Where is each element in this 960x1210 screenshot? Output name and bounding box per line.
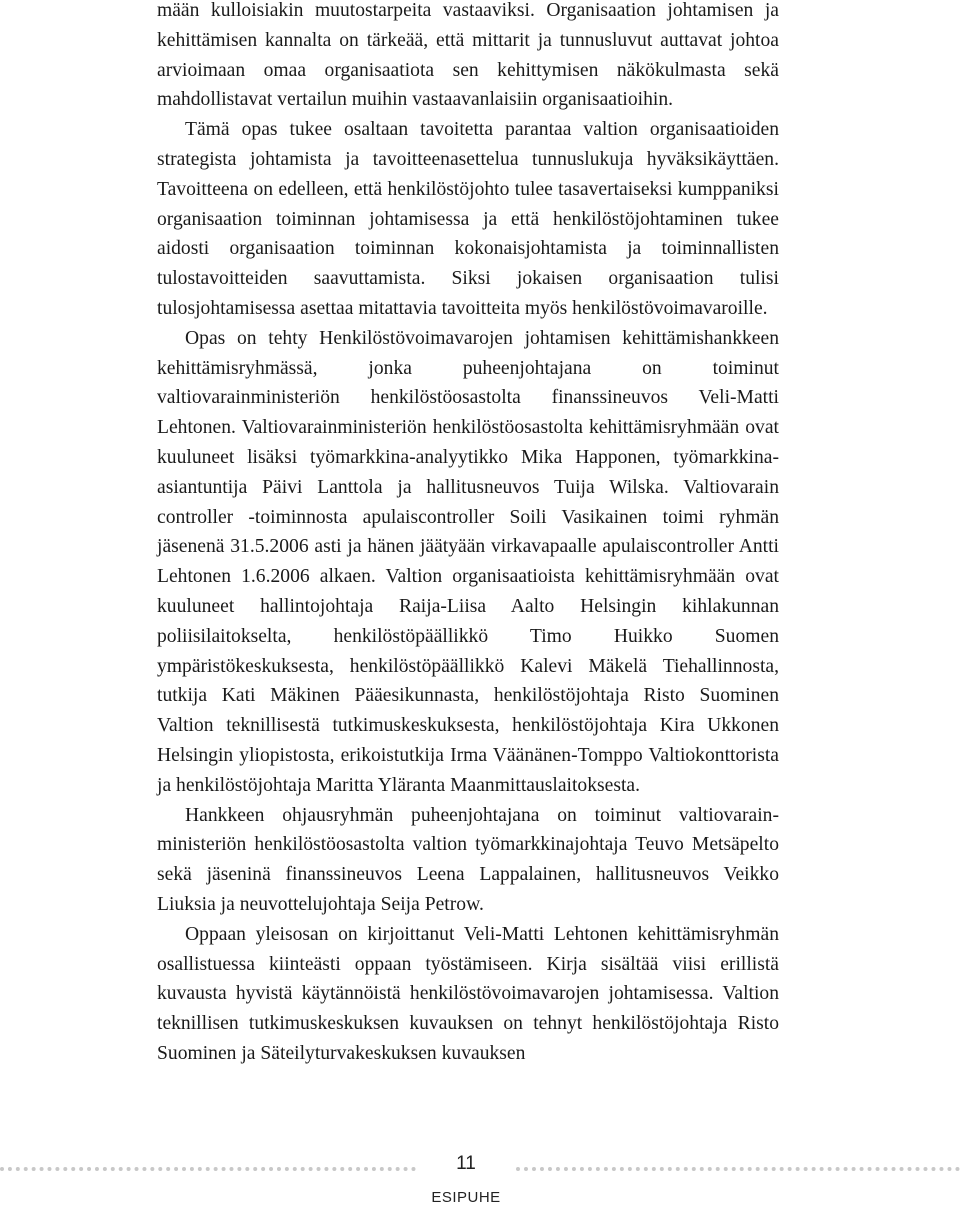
footer-dotted-rule-left — [0, 1167, 416, 1171]
paragraph-5: Oppaan yleisosan on kirjoittanut Veli-Matti Lehtonen kehittämisryhmän osallistuessa kiinteästi oppaan työstämiseen. Kirja sisältää viisi erillistä kuvausta hyvistä käytännöistä henkilöstövoimavarojen johtamisessa. Valtion teknillisen tutkimuskeskuksen kuvauksen on tehnyt henkilöstöjohtaja Risto Suominen ja Säteilyturvakeskuksen kuvauksen — [157, 923, 779, 1064]
body-text — [157, 0, 779, 1069]
paragraph-3: Opas on tehty Henkilöstövoimavarojen johtamisen kehittämishankkeen kehittämisryhmässä, jonka puheenjohtajana on toiminut valtiovarainministeriön henkilöstöosastolta finanssineuvos Veli-Matti Lehtonen. Valtiovarainministeriön henkilöstöosastolta kehittämisryhmään ovat kuuluneet lisäksi työmarkkina-analyytikko Mika Happonen, työmarkkina-asiantuntija Päivi Lanttola ja hallitusneuvos Tuija Wilska. Valtiovarain controller -toiminnosta apulaiscontroller Soili Vasikainen toimi ryhmän jäsenenä 31.5.2006 asti ja hänen jäätyään virkavapaalle apulaiscontroller Antti Lehtonen 1.6.2006 alkaen. Valtion organisaatioista kehittämisryhmään ovat kuuluneet hallintojohtaja Raija-Liisa Aalto Helsingin kihlakunnan poliisilaitokselta, henkilöstöpäällikkö Timo Huikko Suomen ympäristökeskuksesta, henkilöstöpäällikkö Kalevi Mäkelä Tiehallinnosta, tutkija Kati Mäkinen Pääesikunnasta, henkilöstöjohtaja Risto Suominen Valtion teknillisestä tutkimuskeskuksesta, henkilöstöjohtaja Kira Ukkonen Helsingin yliopistosta, erikoistutkija Irma Väänänen-Tomppo Valtiokonttorista ja henkilöstöjohtaja Maritta Yläranta Maanmittauslaitoksesta. — [157, 327, 779, 796]
paragraph-4: Hankkeen ohjausryhmän puheenjohtajana on toiminut valtiovarainministeriön henkilöstöosastolta valtion työmarkkinajohtaja Teuvo Metsäpelto sekä jäseninä finanssineuvos Leena Lappalainen, hallitusneuvos Veikko Liuksia ja neuvottelujohtaja Seija Petrow. — [157, 804, 779, 915]
paragraph-2: Tämä opas tukee osaltaan tavoitetta parantaa valtion organisaatioiden strategista johtamista ja tavoitteenasettelua tunnuslukuja hyväksikäyttäen. Tavoitteena on edelleen, että henkilöstöjohto tulee tasavertaiseksi kumppaniksi organisaation toiminnan johtamisessa ja että henkilöstöjohtaminen tukee aidosti organisaation toiminnan kokonaisjohtamista ja toiminnallisten tulostavoitteiden saavuttamista. Siksi jokaisen organisaation tulisi tulosjohtamisessa asettaa mitattavia tavoitteita myös henkilöstövoimavaroille. — [157, 119, 779, 319]
footer-dotted-rule-right — [516, 1167, 960, 1171]
page-footer — [0, 1150, 960, 1210]
paragraph-1: mään kulloisiakin muutostarpeita vastaaviksi. Organisaation johtamisen ja kehittämisen kannalta on tärkeää, että mittarit ja tunnusluvut auttavat johtoa arvioimaan omaa organisaatiota sen kehittymisen näkökulmasta sekä mahdollistavat vertailun muihin vastaavanlaisiin organisaatioihin. — [157, 0, 779, 111]
page-number: 11 — [456, 1153, 476, 1174]
section-label: ESIPUHE — [431, 1189, 501, 1206]
